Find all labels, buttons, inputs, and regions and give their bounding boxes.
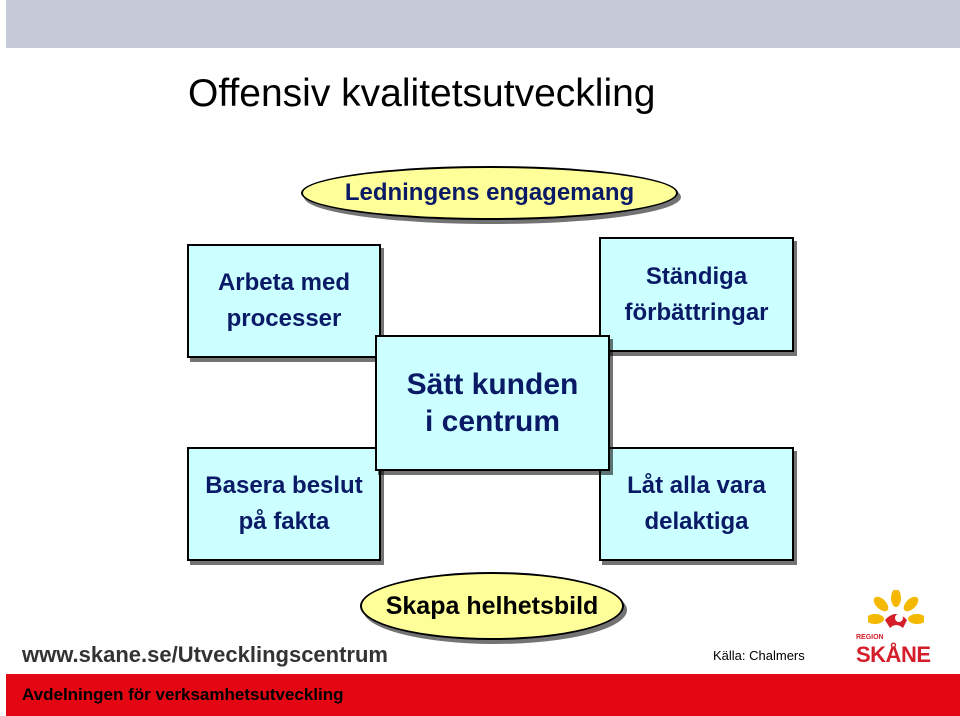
logo-name: SKÅNE — [856, 642, 931, 667]
source-credit: Källa: Chalmers — [713, 648, 805, 663]
department-name: Avdelningen för verksamhetsutveckling — [22, 685, 344, 704]
region-skane-logo — [856, 590, 940, 670]
box-work-with-processes — [187, 244, 381, 358]
ellipse-label: Ledningens engagemang — [344, 179, 635, 206]
box-fact-based-decisions — [187, 447, 381, 561]
box-label: Ständiga förbättringar — [624, 262, 769, 326]
box-customer-in-focus — [375, 335, 610, 471]
top-bar — [6, 0, 960, 48]
ellipse-holistic-view — [360, 572, 624, 640]
ellipse-leadership-commitment — [301, 166, 678, 220]
box-label: Arbeta med processer — [217, 269, 351, 332]
ellipse-label: Skapa helhetsbild — [385, 591, 599, 620]
box-label: Sätt kunden i centrum — [406, 367, 579, 438]
box-label: Basera beslut på fakta — [205, 472, 363, 535]
slide-title: Offensiv kvalitetsutveckling — [188, 72, 656, 115]
box-label: Låt alla vara delaktiga — [627, 472, 766, 535]
box-continuous-improvement — [599, 237, 794, 352]
region-skane-sun-icon — [868, 590, 924, 636]
footer-bar — [6, 674, 960, 716]
website-url[interactable]: www.skane.se/Utvecklingscentrum — [22, 642, 388, 667]
box-everyone-participates — [599, 447, 794, 561]
logo-region-label: REGION — [856, 634, 884, 641]
